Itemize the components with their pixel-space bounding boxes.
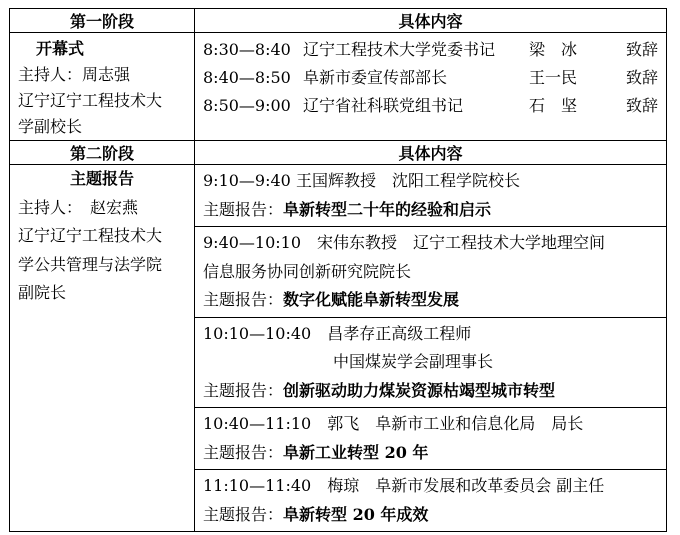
keynote-host-title-line3: 副院长 (18, 283, 67, 302)
talk-speaker: 11:10—11:40 梅琼 阜新市发展和改革委员会 副主任 (203, 476, 605, 495)
opening-item-name: 梁 冰 (529, 40, 578, 59)
stage1-header-row (10, 9, 667, 33)
talk-report-title: 阜新工业转型 20 年 (283, 442, 429, 462)
opening-item (203, 36, 658, 64)
talk-report-title: 阜新转型二十年的经验和启示 (283, 199, 492, 219)
stage2-content-header: 具体内容 (195, 141, 667, 165)
talk-report-label: 主题报告： (203, 380, 284, 400)
talk-report-label: 主题报告： (203, 290, 284, 309)
keynote-host-title-line1: 辽宁辽宁工程技术大 (18, 226, 163, 245)
opening-item (203, 92, 658, 120)
talk-report-title: 阜新转型 20 年成效 (283, 504, 429, 524)
talk-report-label: 主题报告： (203, 199, 284, 219)
opening-ceremony-name: 开幕式 (36, 39, 85, 58)
talk-speaker: 9:40—10:10 宋伟东教授 辽宁工程技术大学地理空间 (203, 233, 606, 252)
keynote-session-name: 主题报告 (69, 169, 134, 188)
stage1-content-header: 具体内容 (195, 9, 667, 33)
opening-item-name: 石 坚 (529, 96, 578, 115)
stage2-header-row (10, 141, 667, 165)
keynote-host: 主持人： 赵宏燕 (18, 197, 139, 217)
opening-host-title-line2: 学副校长 (18, 117, 83, 136)
opening-item-time: 8:30—8:40 (203, 40, 291, 59)
talk-item (195, 408, 667, 470)
opening-left-cell (10, 33, 195, 141)
opening-items-cell (195, 33, 667, 141)
talk-item (195, 227, 667, 318)
talk-speaker: 9:10—9:40 王国辉教授 沈阳工程学院校长 (203, 171, 520, 190)
talk-item (195, 470, 667, 532)
opening-host: 主持人：周志强 (18, 65, 131, 84)
talk-report-label: 主题报告： (203, 504, 284, 524)
talk-report-title: 创新驱动助力煤炭资源枯竭型城市转型 (283, 380, 556, 400)
opening-item-action: 致辞 (625, 40, 658, 59)
opening-item-time: 8:40—8:50 (203, 68, 291, 87)
opening-host-title-line1: 辽宁辽宁工程技术大 (18, 91, 163, 110)
talk-speaker: 10:40—11:10 郭飞 阜新市工业和信息化局 局长 (203, 414, 584, 433)
keynote-row (10, 165, 667, 227)
keynote-host-title-line2: 学公共管理与法学院 (18, 254, 163, 274)
keynote-left-cell (10, 165, 195, 532)
stage1-title: 第一阶段 (10, 9, 195, 33)
opening-item-time: 8:50—9:00 (203, 96, 291, 115)
talk-report-title: 数字化赋能阜新转型发展 (283, 290, 460, 309)
opening-item-action: 致辞 (625, 96, 658, 115)
talk-speaker-cont: 中国煤炭学会副理事长 (333, 352, 494, 371)
talk-speaker-cont: 信息服务协同创新研究院院长 (203, 261, 412, 281)
talk-item (195, 165, 667, 227)
stage2-title: 第二阶段 (10, 141, 195, 165)
opening-item (203, 64, 658, 92)
talk-report-label: 主题报告： (203, 442, 284, 462)
talk-item (195, 317, 667, 408)
opening-item-action: 致辞 (625, 68, 658, 87)
talk-speaker: 10:10—10:40 昌孝存正高级工程师 (203, 323, 472, 343)
schedule-table (9, 8, 667, 532)
opening-item-role: 辽宁省社科联党组书记 (303, 96, 464, 115)
opening-item-role: 辽宁工程技术大学党委书记 (303, 40, 496, 59)
opening-ceremony-row (10, 33, 667, 141)
opening-item-name: 王一民 (529, 68, 578, 87)
opening-item-role: 阜新市委宣传部部长 (303, 68, 448, 87)
